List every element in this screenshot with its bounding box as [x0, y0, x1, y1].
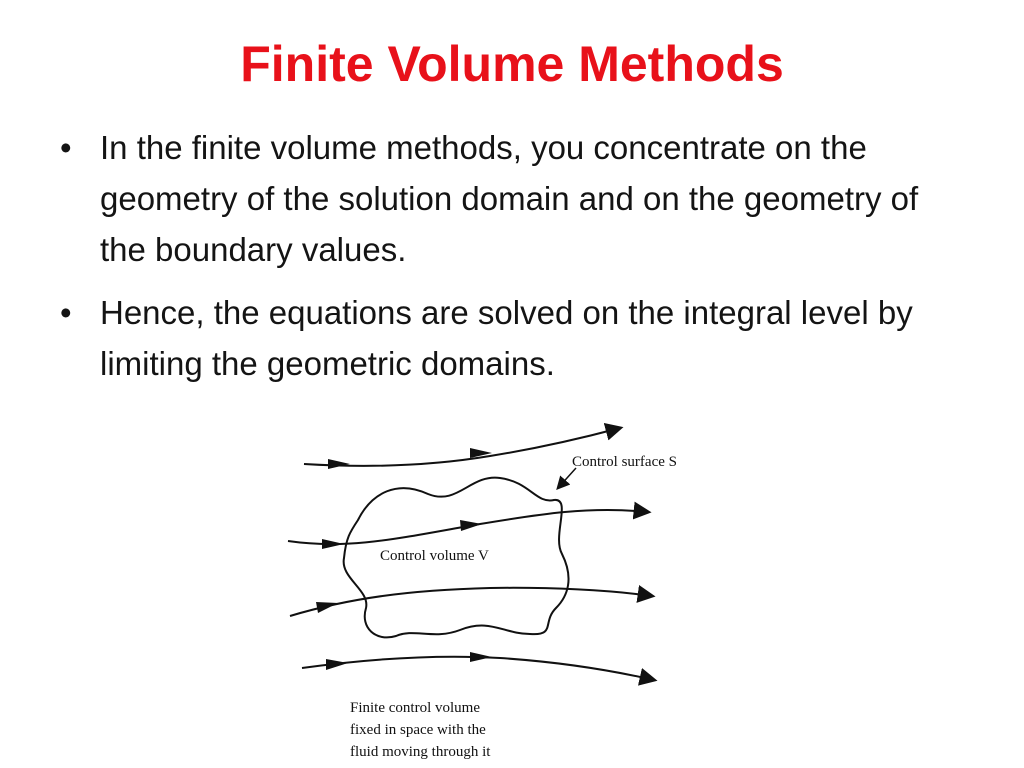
streamline [302, 657, 654, 680]
streamline-arrow [460, 520, 482, 531]
bullet-dot-icon: • [60, 129, 72, 166]
control-volume-diagram [280, 408, 760, 768]
bullet-text: Hence, the equations are solved on the integral level by limiting the geometric domains. [100, 294, 913, 382]
diagram-caption-line: Finite control volume [350, 700, 480, 716]
streamline-arrow [326, 659, 348, 670]
diagram-caption-line: fluid moving through it [350, 744, 491, 760]
bullet-item [60, 122, 960, 275]
bullet-dot-icon: • [60, 294, 72, 331]
bullet-item [60, 287, 960, 389]
streamline [290, 588, 652, 616]
streamline-arrow [322, 539, 344, 549]
bullet-list [60, 122, 960, 401]
bullet-text: In the finite volume methods, you concentrate on the geometry of the solution domain and on the geometry of the boundary values. [100, 129, 919, 268]
control-volume-label: Control volume V [380, 548, 489, 564]
control-surface-label: Control surface S [572, 454, 677, 470]
slide-title: Finite Volume Methods [240, 36, 784, 92]
streamline-arrow [470, 652, 492, 662]
streamline-arrow [316, 602, 338, 613]
diagram-caption-line: fixed in space with the [350, 722, 486, 738]
label-leader-line [558, 468, 576, 488]
streamline-arrow [328, 459, 350, 469]
